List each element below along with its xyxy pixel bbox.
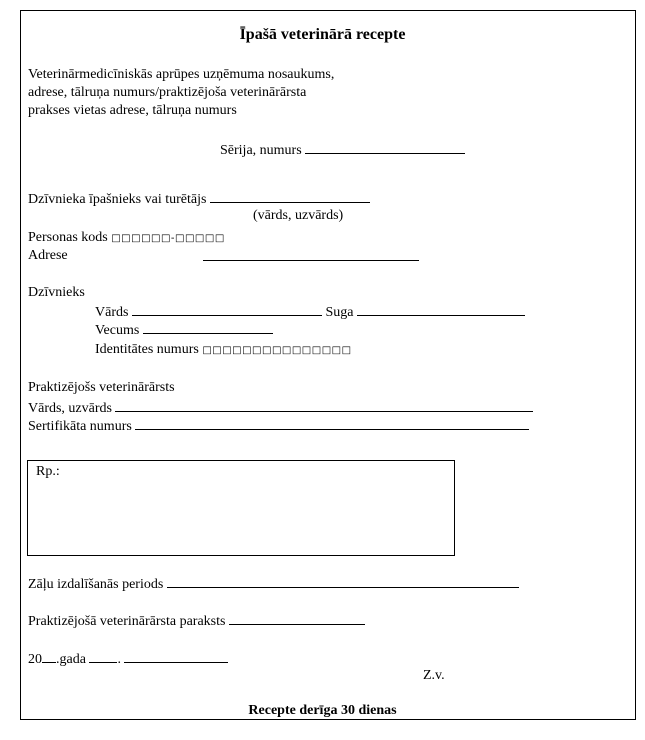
date-year-field[interactable]	[42, 649, 56, 663]
date-month-field[interactable]	[124, 649, 228, 663]
personal-code-boxes[interactable]: □□□□□□-□□□□□	[111, 233, 225, 244]
animal-id-row	[95, 341, 352, 360]
age-field[interactable]	[143, 320, 273, 334]
address-field[interactable]	[203, 247, 419, 261]
personal-code-label: Personas kods	[28, 230, 108, 245]
vet-name-row	[28, 398, 533, 418]
certificate-label: Sertifikāta numurs	[28, 419, 132, 434]
certificate-row	[28, 416, 529, 436]
animal-name-field[interactable]	[132, 302, 322, 316]
animal-name-row	[95, 302, 525, 322]
date-row	[28, 649, 228, 669]
owner-row	[28, 189, 370, 209]
signature-field[interactable]	[229, 611, 365, 625]
age-label: Vecums	[95, 323, 140, 338]
date-day-dot: .	[117, 652, 121, 667]
date-year-suffix: .gada	[56, 652, 86, 667]
vet-name-field[interactable]	[115, 398, 533, 412]
animal-id-boxes[interactable]: □□□□□□□□□□□□□□□	[202, 345, 352, 356]
series-number-row	[220, 140, 465, 160]
dispense-period-row	[28, 574, 519, 594]
seal-label: Z.v.	[423, 668, 445, 683]
prescription-box[interactable]	[27, 460, 455, 556]
address-label: Adrese	[28, 248, 68, 263]
species-field[interactable]	[357, 302, 525, 316]
owner-label: Dzīvnieka īpašnieks vai turētājs	[28, 192, 207, 207]
certificate-field[interactable]	[135, 416, 529, 430]
prescription-label: Rp.:	[36, 464, 60, 479]
header-line-1: Veterinārmedicīniskās aprūpes uzņēmuma nosaukums,	[28, 67, 335, 82]
header-line-3: prakses vietas adrese, tālruņa numurs	[28, 103, 237, 118]
dispense-period-field[interactable]	[167, 574, 519, 588]
animal-heading: Dzīvnieks	[28, 285, 85, 300]
vet-name-label: Vārds, uzvārds	[28, 401, 112, 416]
series-number-field[interactable]	[305, 140, 465, 154]
date-year-prefix: 20	[28, 652, 42, 667]
vet-heading: Praktizējošs veterinārārsts	[28, 380, 175, 395]
owner-field[interactable]	[210, 189, 370, 203]
signature-label: Praktizējošā veterinārārsta paraksts	[28, 614, 226, 629]
owner-hint: (vārds, uzvārds)	[253, 208, 344, 223]
dispense-period-label: Zāļu izdalīšanās periods	[28, 577, 164, 592]
address-row	[203, 247, 419, 267]
animal-name-label: Vārds	[95, 305, 129, 320]
validity-note: Recepte derīga 30 dienas	[248, 703, 397, 718]
species-label: Suga	[325, 305, 354, 320]
series-number-label: Sērija, numurs	[220, 143, 302, 158]
form-title: Īpašā veterinārā recepte	[239, 26, 406, 43]
animal-id-label: Identitātes numurs	[95, 342, 199, 357]
header-line-2: adrese, tālruņa numurs/praktizējoša veterinārārsta	[28, 85, 307, 100]
date-day-field[interactable]	[89, 649, 117, 663]
age-row	[95, 320, 273, 340]
personal-code-row	[28, 229, 225, 248]
signature-row	[28, 611, 365, 631]
